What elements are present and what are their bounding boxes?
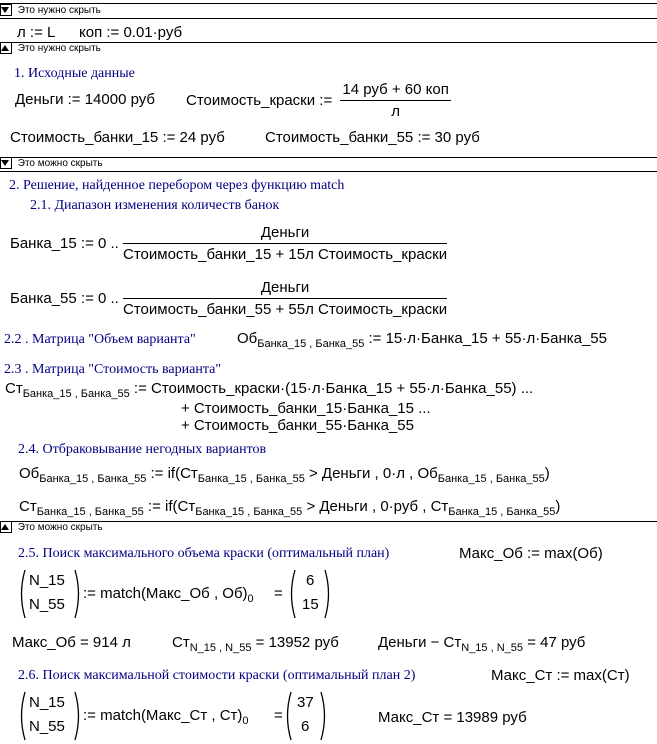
match-expression [83,585,254,605]
optimal-plan-vector [18,568,82,620]
region-divider [0,171,657,172]
reject-volume-definition [19,465,550,485]
vector-bottom: N_55 [29,596,65,613]
expand-arrow-icon[interactable] [0,42,12,54]
section-2-title: 2. Решение, найденное перебором через функцию match [9,178,345,193]
region-label: Это нужно скрыть [17,5,101,16]
cost-matrix-subscript: Банка_15 , Банка_55 [22,388,130,400]
equals-sign-2: = [274,707,283,724]
cost-matrix-definition [5,380,533,400]
section-2-3-title: 2.3 . Матрица "Стоимость варианта" [4,362,222,377]
reject-volume-close: ) [544,465,550,482]
section-1-title: 1. Исходные данные [14,66,135,81]
max-cost-definition: Макс_Ст := max(Ст) [491,667,630,684]
paint-cost-lhs: Стоимость_краски := [186,92,333,109]
result-2-vector [284,690,328,742]
reject-cost-else-subscript: Банка_15 , Банка_55 [448,506,556,518]
plan-cost-name: Ст [172,634,190,651]
result-vector [288,568,332,620]
collapse-arrow-icon[interactable] [0,157,12,169]
remaining-money-subscript: N_15 , N_55 [461,642,524,654]
collapse-region-header[interactable] [0,4,101,18]
region-label: Это нужно скрыть [17,43,101,54]
liter-definition: л := L [17,24,56,41]
cost-matrix-name: Ст [5,380,23,397]
region-divider [0,18,657,19]
region-label: Это можно скрыть [17,158,103,169]
vector-bottom: N_55 [29,718,65,735]
cost-matrix-line-2: + Стоимость_банки_15·Банка_15 ... [181,400,431,417]
section-2-2-title: 2.2 . Матрица "Объем варианта" [4,332,196,347]
reject-volume-if: := if(Ст [150,465,198,482]
plan-cost-subscript: N_15 , N_55 [189,642,252,654]
section-2-5-title: 2.5. Поиск максимального объема краски (оптимальный план) [18,546,390,561]
expand-arrow-icon[interactable] [0,521,12,533]
money-definition: Деньги := 14000 руб [15,91,156,108]
reject-volume-lhs-subscript: Банка_15 , Банка_55 [39,473,147,485]
match-expression-2-subscript: 0 [242,715,249,727]
can55-range-lhs: Банка_55 := 0 .. [10,290,119,307]
can15-range-lhs: Банка_15 := 0 .. [10,235,119,252]
reject-cost-lhs: Ст [19,498,37,515]
cost-matrix-line-3: + Стоимость_банки_55·Банка_55 [181,417,414,434]
vector-top: N_15 [29,694,65,711]
paint-cost-definition [186,81,451,120]
paint-cost-numerator: 14 руб + 60 коп [340,81,450,101]
collapse-region-header[interactable] [0,42,101,56]
volume-matrix-name: Об [237,330,258,347]
reject-volume-lhs: Об [19,465,40,482]
remaining-money-value: = 47 руб [527,634,586,651]
volume-matrix-rhs: := 15·л·Банка_15 + 55·л·Банка_55 [368,330,607,347]
collapse-arrow-icon[interactable] [0,4,12,16]
section-2-6-title: 2.6. Поиск максимальной стоимости краски (оптимальный план 2) [18,668,416,683]
reject-cost-lhs-subscript: Банка_15 , Банка_55 [36,506,144,518]
result-bottom: 6 [301,718,310,735]
can15-range-definition [10,224,447,263]
max-volume-definition: Макс_Об := max(Об) [459,545,603,562]
paint-cost-fraction [340,81,450,120]
vector-top: N_15 [29,572,65,589]
max-cost-result: Макс_Ст = 13989 руб [378,709,527,726]
can55-range-definition [10,279,447,318]
reject-cost-close: ) [555,498,561,515]
volume-matrix-definition [237,330,607,350]
can55-range-denominator: Стоимость_банки_55 + 55л Стоимость_краски [123,301,448,318]
optimal-plan-2-vector [18,690,82,742]
max-volume-result: Макс_Об = 914 л [12,634,131,651]
match-expression-2 [83,707,249,727]
match-expression-subscript: 0 [247,593,254,605]
section-2-1-title: 2.1. Диапазон изменения количеств банок [30,198,280,213]
can15-cost-definition: Стоимость_банки_15 := 24 руб [10,129,225,146]
cost-matrix-line-1: := Стоимость_краски·(15·л·Банка_15 + 55·л·Банка_55) ... [133,380,534,397]
reject-volume-cond-subscript: Банка_15 , Банка_55 [197,473,305,485]
plan-cost-result [172,634,339,654]
equals-sign: = [274,585,283,602]
reject-volume-args: > Деньги , 0·л , Об [309,465,438,482]
remaining-money-result [378,634,585,654]
reject-cost-args: > Деньги , 0·руб , Ст [306,498,449,515]
can15-range-numerator: Деньги [123,224,447,244]
result-bottom: 15 [302,596,319,613]
kopeck-definition: коп := 0.01·руб [79,24,183,41]
result-top: 37 [297,694,314,711]
can15-range-denominator: Стоимость_банки_15 + 15л Стоимость_краски [123,246,448,263]
collapse-region-header[interactable] [0,521,103,535]
plan-cost-value: = 13952 руб [255,634,339,651]
paint-cost-denominator: л [391,103,400,120]
region-label: Это можно скрыть [17,522,103,533]
can55-cost-definition: Стоимость_банки_55 := 30 руб [265,129,480,146]
match-expression-text: := match(Макс_Об , Об) [83,585,248,602]
can15-range-fraction [123,224,447,263]
reject-cost-definition [19,498,560,518]
can55-range-numerator: Деньги [123,279,447,299]
result-top: 6 [306,572,315,589]
reject-cost-cond-subscript: Банка_15 , Банка_55 [195,506,303,518]
volume-matrix-subscript: Банка_15 , Банка_55 [257,338,365,350]
reject-cost-if: := if(Ст [147,498,196,515]
collapse-region-header[interactable] [0,157,103,171]
can55-range-fraction [123,279,447,318]
remaining-money-expr: Деньги − Ст [378,634,462,651]
reject-volume-else-subscript: Банка_15 , Банка_55 [437,473,545,485]
match-expression-2-text: := match(Макс_Ст , Ст) [83,707,243,724]
section-2-4-title: 2.4. Отбраковывание негодных вариантов [18,442,267,457]
